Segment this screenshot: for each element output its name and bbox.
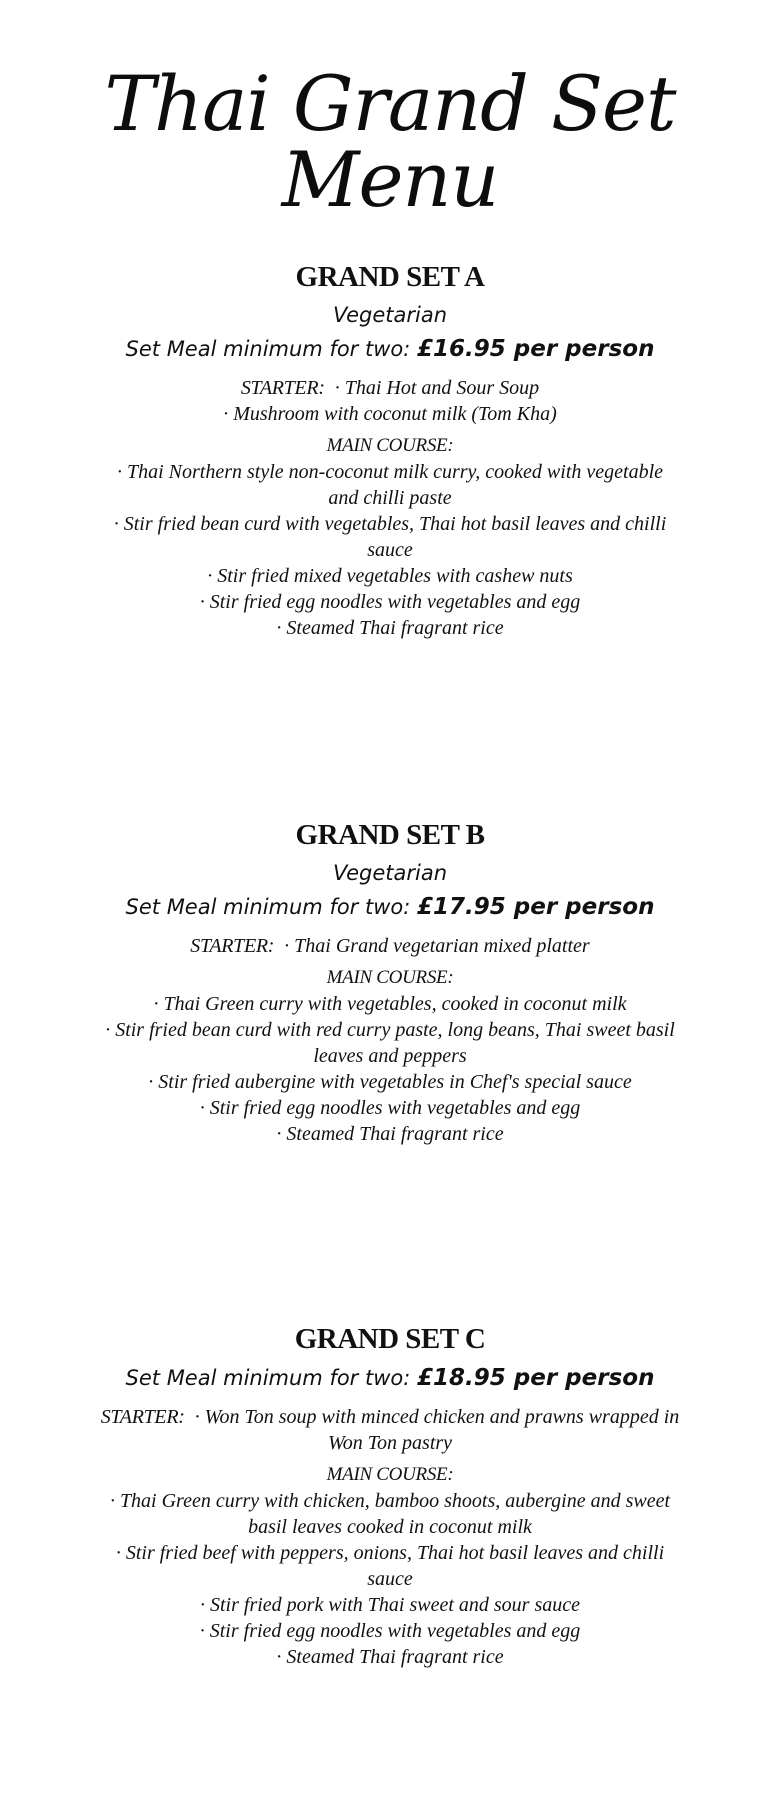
set-c-main-5: · Stir fried pork with Thai sweet and sour sauce [200, 1593, 580, 1616]
set-b-starter-label: STARTER: [190, 935, 275, 958]
set-c-starter-2: Won Ton pastry [327, 1431, 453, 1454]
set-c-main-7: · Steamed Thai fragrant rice [276, 1645, 504, 1668]
set-a-main-1: · Thai Northern style non-coconut milk curry, cooked with vegetable [117, 461, 663, 484]
set-a-subtitle: Vegetarian [332, 302, 448, 327]
set-c-main-6: · Stir fried egg noodles with vegetables and egg [199, 1619, 581, 1642]
set-c-main-3: · Stir fried beef with peppers, onions, Thai hot basil leaves and chilli [115, 1541, 665, 1564]
set-a-price-line [40, 335, 740, 365]
set-c-starter-line-1 [40, 1404, 740, 1430]
set-a-starter-2: · Mushroom with coconut milk (Tom Kha) [223, 403, 557, 426]
set-b-main-6: · Steamed Thai fragrant rice [276, 1123, 504, 1146]
grand-set-a [40, 262, 740, 641]
set-a-main-5: · Stir fried mixed vegetables with cashew nuts [207, 565, 573, 588]
set-a-starter-label: STARTER: [240, 377, 325, 400]
set-a-starter-line-1 [40, 375, 740, 401]
set-b-price-line [40, 893, 740, 923]
set-b-starter-1: · Thai Grand vegetarian mixed platter [284, 935, 590, 958]
set-b-main-3: leaves and peppers [313, 1045, 467, 1068]
set-a-main-2: and chilli paste [328, 487, 452, 510]
menu-title: Thai Grand Set Menu [104, 59, 676, 224]
set-c-price-line [40, 1364, 740, 1394]
set-c-price-prefix: Set Meal minimum for two: [125, 1365, 417, 1390]
set-a-main-7: · Steamed Thai fragrant rice [276, 617, 504, 640]
set-a-title: GRAND SET A [295, 261, 485, 293]
set-b-main-2: · Stir fried bean curd with red curry paste, long beans, Thai sweet basil [105, 1019, 675, 1042]
set-c-title: GRAND SET C [294, 1323, 486, 1355]
grand-set-c [40, 1324, 740, 1670]
set-a-price-prefix: Set Meal minimum for two: [125, 337, 417, 362]
set-c-price: £18.95 per person [417, 1364, 655, 1391]
set-a-price: £16.95 per person [417, 336, 655, 363]
set-c-main-1: · Thai Green curry with chicken, bamboo shoots, aubergine and sweet [109, 1489, 671, 1512]
set-b-starter-line-1 [40, 933, 740, 959]
set-c-main-2: basil leaves cooked in coconut milk [248, 1515, 532, 1538]
set-b-main-4: · Stir fried aubergine with vegetables in Chef's special sauce [148, 1071, 632, 1094]
set-b-price: £17.95 per person [417, 894, 655, 921]
set-b-title: GRAND SET B [295, 819, 485, 851]
set-b-price-prefix: Set Meal minimum for two: [125, 895, 417, 920]
set-a-main-4: sauce [367, 539, 413, 562]
set-b-main-1: · Thai Green curry with vegetables, cooked in coconut milk [153, 993, 627, 1016]
set-c-starter-1: · Won Ton soup with minced chicken and prawns wrapped in [194, 1405, 680, 1428]
set-a-starter-1: · Thai Hot and Sour Soup [334, 377, 540, 400]
set-b-main-5: · Stir fried egg noodles with vegetables and egg [199, 1097, 581, 1120]
set-c-main-4: sauce [367, 1567, 413, 1590]
set-b-main-label: MAIN COURSE: [326, 967, 454, 989]
set-a-main-label: MAIN COURSE: [326, 435, 454, 457]
set-c-main-label: MAIN COURSE: [326, 1463, 454, 1485]
set-a-main-6: · Stir fried egg noodles with vegetables and egg [199, 591, 581, 614]
set-b-subtitle: Vegetarian [332, 860, 448, 885]
grand-set-b [40, 820, 740, 1147]
set-a-main-3: · Stir fried bean curd with vegetables, Thai hot basil leaves and chilli [113, 513, 667, 536]
set-c-starter-label: STARTER: [100, 1405, 185, 1428]
